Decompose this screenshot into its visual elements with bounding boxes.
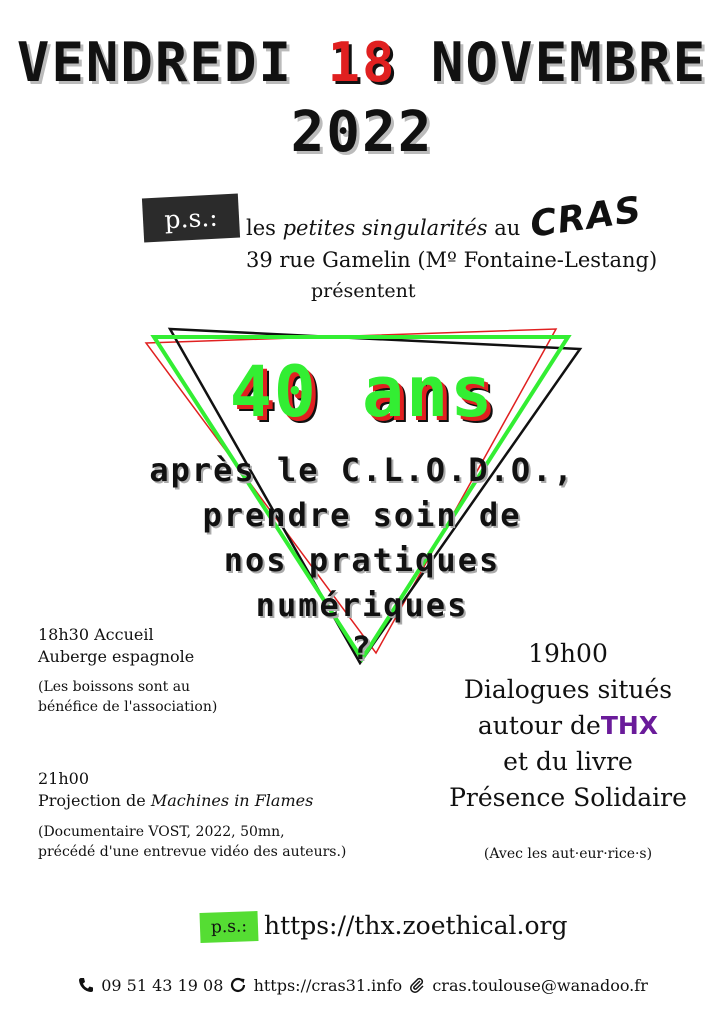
cras-logo: CRAS <box>527 189 645 246</box>
contact-line <box>0 974 724 998</box>
event1-time: 18h30 Accueil <box>38 625 154 644</box>
event2-note-2: précédé d'une entrevue vidéo des auteurs.) <box>38 844 347 860</box>
date-day: VENDREDI <box>16 31 293 94</box>
dialogues-line-1: Dialogues situés <box>463 675 673 704</box>
presenter-verb: présentent <box>311 280 416 302</box>
contact-phone[interactable]: 09 51 43 19 08 <box>101 976 224 995</box>
dialogues-line-3: et du livre <box>503 747 633 776</box>
dialogues-line-4: Présence Solidaire <box>449 783 687 812</box>
subtitle-question-mark: ? <box>351 629 373 667</box>
event2-film: Machines in Flames <box>150 791 314 810</box>
date-heading <box>0 28 724 98</box>
date-year: 2022 <box>290 100 434 165</box>
subtitle-line-3: nos pratiques <box>223 541 501 579</box>
ps-logo-text: p.s.: <box>163 202 219 234</box>
refresh-icon <box>230 977 246 993</box>
event2-prefix: Projection de <box>38 791 146 810</box>
venue-address: 39 rue Gamelin (Mº Fontaine-Lestang) <box>246 248 658 272</box>
footer-ps-logo <box>199 911 258 943</box>
date-day-number: 18 <box>327 31 397 94</box>
contact-website[interactable]: https://cras31.info <box>253 976 403 995</box>
dialogues-note: (Avec les aut·eur·rice·s) <box>483 846 653 862</box>
phone-icon <box>78 977 94 993</box>
dialogues-line-2-prefix: autour de <box>477 711 601 740</box>
ps-logo <box>142 194 240 243</box>
subtitle-line-4: numériques <box>255 586 469 624</box>
event2-note-1: (Documentaire VOST, 2022, 50mn, <box>38 824 285 840</box>
thx-logo: THX <box>600 711 659 740</box>
paperclip-icon <box>409 977 425 993</box>
subtitle-line-2: prendre soin de <box>202 496 522 534</box>
footer-ps-logo-text: p.s.: <box>210 916 248 938</box>
subtitle-line-1: après le C.L.O.D.O., <box>149 451 575 489</box>
event2-time: 21h00 <box>38 769 90 788</box>
title-40-ans: 40 ans <box>229 351 495 433</box>
dialogues-line-2 <box>430 708 706 744</box>
presenter-line <box>246 189 645 246</box>
presenter-prefix: les <box>246 216 276 240</box>
event1-note-2: bénéfice de l'association) <box>38 699 218 715</box>
dialogues-time: 19h00 <box>528 639 608 668</box>
date-month: NOVEMBRE <box>431 31 708 94</box>
contact-email[interactable]: cras.toulouse@wanadoo.fr <box>432 976 648 995</box>
dialogues-block <box>430 636 706 816</box>
event2-title <box>38 790 313 812</box>
presenter-connector: au <box>494 216 521 240</box>
event1-note-1: (Les boissons sont au <box>38 679 191 695</box>
presenter-name: petites singularités <box>282 216 488 240</box>
footer-url-link[interactable]: https://thx.zoethical.org <box>264 911 568 940</box>
event1-name: Auberge espagnole <box>38 647 195 666</box>
